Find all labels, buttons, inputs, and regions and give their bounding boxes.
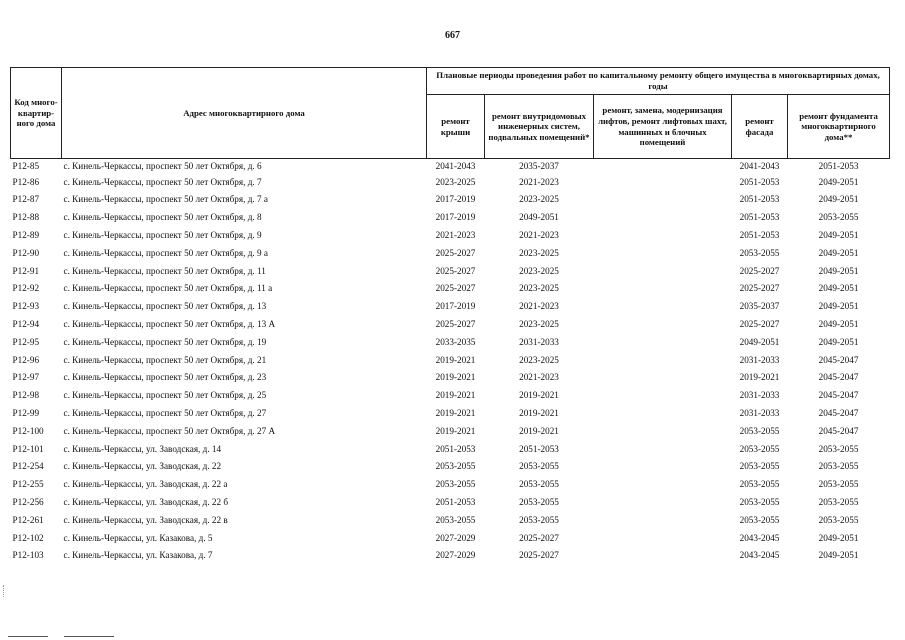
- table-row: [11, 226, 890, 244]
- cell-facade: 2025-2027: [739, 283, 780, 294]
- table-row: [11, 333, 890, 351]
- cell-facade: 2053-2055: [739, 496, 780, 507]
- cell-foundation: 2053-2055: [818, 461, 859, 472]
- capital-repair-table: [10, 67, 890, 565]
- cell-code: Р12-93: [12, 301, 40, 312]
- cell-code: Р12-99: [12, 407, 40, 418]
- cell-elevators: [594, 244, 732, 262]
- cell-engineering: 2019-2021: [519, 425, 559, 436]
- table-header: [11, 68, 890, 159]
- cell-address: с. Кинель-Черкассы, ул. Заводская, д. 14: [63, 443, 222, 454]
- cell-code: Р12-91: [12, 265, 40, 276]
- table-row: [11, 244, 890, 262]
- cell-foundation: 2049-2051: [818, 336, 859, 347]
- cell-elevators: [594, 422, 732, 440]
- cell-code: Р12-98: [12, 390, 40, 401]
- table-row: [11, 262, 890, 280]
- cell-address: с. Кинель-Черкассы, ул. Заводская, д. 22: [63, 461, 222, 472]
- cell-facade: 2031-2033: [739, 390, 780, 401]
- table-row: [11, 387, 890, 405]
- table-row: [11, 173, 890, 191]
- cell-elevators: [594, 476, 732, 494]
- cell-address: с. Кинель-Черкассы, проспект 50 лет Октября, д. 7 а: [63, 194, 268, 205]
- cell-foundation: 2045-2047: [818, 425, 859, 436]
- cell-code: Р12-92: [12, 283, 40, 294]
- cell-engineering: 2021-2023: [519, 230, 559, 240]
- cell-code: Р12-103: [12, 550, 44, 561]
- header-facade: ремонт фасада: [732, 95, 788, 159]
- cell-address: с. Кинель-Черкассы, ул. Заводская, д. 22 а: [63, 479, 228, 490]
- cell-address: с. Кинель-Черкассы, проспект 50 лет Октября, д. 9 а: [63, 247, 268, 258]
- cell-foundation: 2045-2047: [818, 372, 859, 383]
- cell-engineering: 2035-2037: [519, 160, 559, 171]
- cell-foundation: 2049-2051: [818, 532, 859, 543]
- cell-roof: 2053-2055: [435, 514, 476, 525]
- cell-engineering: 2021-2023: [519, 176, 559, 187]
- cell-foundation: 2049-2051: [818, 283, 859, 294]
- cell-facade: 2051-2053: [739, 212, 780, 223]
- cell-code: Р12-88: [12, 212, 40, 223]
- cell-foundation: 2045-2047: [818, 390, 859, 401]
- cell-elevators: [594, 209, 732, 227]
- cell-code: Р12-254: [12, 461, 44, 472]
- cell-roof: 2019-2021: [435, 407, 476, 418]
- cell-facade: 2043-2045: [739, 532, 780, 543]
- cell-roof: 2051-2053: [435, 443, 476, 454]
- table-row: [11, 369, 890, 387]
- cell-foundation: 2053-2055: [818, 496, 859, 507]
- header-periods-group: Плановые периоды проведения работ по капитальному ремонту общего имущества в многоквартирных домах, годы: [427, 68, 890, 95]
- cell-roof: 2025-2027: [435, 283, 476, 294]
- cell-elevators: [594, 159, 732, 174]
- cell-address: с. Кинель-Черкассы, проспект 50 лет Октября, д. 7: [63, 176, 262, 187]
- cell-code: Р12-85: [12, 160, 40, 171]
- bottom-rule: [64, 636, 114, 637]
- cell-roof: 2033-2035: [435, 336, 476, 347]
- cell-engineering: 2053-2055: [519, 461, 559, 472]
- page-number: 667: [445, 30, 460, 41]
- cell-foundation: 2049-2051: [818, 301, 859, 312]
- cell-facade: 2053-2055: [739, 443, 780, 454]
- cell-elevators: [594, 458, 732, 476]
- table-row: [11, 159, 890, 174]
- cell-foundation: 2049-2051: [818, 176, 859, 187]
- cell-foundation: 2053-2055: [818, 479, 859, 490]
- cell-engineering: 2019-2021: [519, 407, 559, 418]
- table-row: [11, 529, 890, 547]
- cell-foundation: 2053-2055: [818, 212, 859, 223]
- header-roof: ремонт крыши: [427, 95, 485, 159]
- table-row: [11, 493, 890, 511]
- cell-code: Р12-100: [12, 425, 44, 436]
- table-body: [11, 159, 890, 565]
- cell-address: с. Кинель-Черкассы, проспект 50 лет Октября, д. 27: [63, 407, 267, 418]
- cell-address: с. Кинель-Черкассы, ул. Казакова, д. 5: [63, 532, 213, 543]
- cell-elevators: [594, 280, 732, 298]
- cell-roof: 2017-2019: [435, 301, 476, 312]
- cell-foundation: 2049-2051: [818, 230, 859, 240]
- cell-engineering: 2025-2027: [519, 550, 559, 561]
- cell-elevators: [594, 351, 732, 369]
- cell-address: с. Кинель-Черкассы, проспект 50 лет Октября, д. 8: [63, 212, 262, 223]
- table-row: [11, 209, 890, 227]
- header-code: Код много-квартир-ного дома: [11, 68, 62, 159]
- cell-code: Р12-97: [12, 372, 40, 383]
- cell-facade: 2049-2051: [739, 336, 780, 347]
- table-row: [11, 298, 890, 316]
- cell-roof: 2021-2023: [435, 230, 476, 240]
- cell-engineering: 2023-2025: [519, 354, 559, 365]
- table-row: [11, 315, 890, 333]
- cell-facade: 2053-2055: [739, 514, 780, 525]
- cell-engineering: 2023-2025: [519, 283, 559, 294]
- cell-code: Р12-94: [12, 318, 40, 329]
- cell-elevators: [594, 315, 732, 333]
- cell-roof: 2027-2029: [435, 532, 476, 543]
- cell-roof: 2053-2055: [435, 461, 476, 472]
- cell-roof: 2019-2021: [435, 372, 476, 383]
- scan-mark: [3, 585, 6, 597]
- cell-facade: 2051-2053: [739, 230, 780, 240]
- cell-address: с. Кинель-Черкассы, проспект 50 лет Октября, д. 23: [63, 372, 267, 383]
- cell-engineering: 2053-2055: [519, 496, 559, 507]
- cell-elevators: [594, 547, 732, 565]
- cell-foundation: 2053-2055: [818, 514, 859, 525]
- cell-facade: 2031-2033: [739, 407, 780, 418]
- cell-foundation: 2049-2051: [818, 265, 859, 276]
- cell-address: с. Кинель-Черкассы, ул. Заводская, д. 22 в: [63, 514, 228, 525]
- cell-roof: 2019-2021: [435, 425, 476, 436]
- cell-roof: 2025-2027: [435, 247, 476, 258]
- header-address: Адрес многоквартирного дома: [62, 68, 427, 159]
- cell-roof: 2017-2019: [435, 212, 476, 223]
- cell-elevators: [594, 387, 732, 405]
- cell-elevators: [594, 440, 732, 458]
- cell-elevators: [594, 529, 732, 547]
- cell-address: с. Кинель-Черкассы, проспект 50 лет Октября, д. 11: [63, 265, 266, 276]
- cell-engineering: 2049-2051: [519, 212, 559, 223]
- cell-code: Р12-101: [12, 443, 44, 454]
- cell-roof: 2019-2021: [435, 354, 476, 365]
- cell-engineering: 2023-2025: [519, 194, 559, 205]
- cell-roof: 2017-2019: [435, 194, 476, 205]
- cell-roof: 2027-2029: [435, 550, 476, 561]
- cell-foundation: 2049-2051: [818, 247, 859, 258]
- cell-engineering: 2031-2033: [519, 336, 559, 347]
- cell-engineering: 2053-2055: [519, 479, 559, 490]
- cell-facade: 2051-2053: [739, 194, 780, 205]
- cell-engineering: 2023-2025: [519, 318, 559, 329]
- cell-elevators: [594, 262, 732, 280]
- cell-code: Р12-89: [12, 230, 40, 240]
- table-row: [11, 458, 890, 476]
- cell-code: Р12-96: [12, 354, 40, 365]
- cell-engineering: 2025-2027: [519, 532, 559, 543]
- cell-elevators: [594, 511, 732, 529]
- cell-elevators: [594, 404, 732, 422]
- cell-engineering: 2021-2023: [519, 372, 559, 383]
- cell-code: Р12-256: [12, 496, 44, 507]
- cell-engineering: 2051-2053: [519, 443, 559, 454]
- cell-foundation: 2045-2047: [818, 354, 859, 365]
- table-row: [11, 280, 890, 298]
- cell-engineering: 2021-2023: [519, 301, 559, 312]
- cell-engineering: 2023-2025: [519, 265, 559, 276]
- cell-elevators: [594, 493, 732, 511]
- cell-facade: 2035-2037: [739, 301, 780, 312]
- table-row: [11, 440, 890, 458]
- cell-roof: 2019-2021: [435, 390, 476, 401]
- cell-elevators: [594, 226, 732, 244]
- cell-elevators: [594, 298, 732, 316]
- cell-facade: 2053-2055: [739, 479, 780, 490]
- cell-roof: 2041-2043: [435, 160, 476, 171]
- cell-code: Р12-255: [12, 479, 44, 490]
- cell-facade: 2031-2033: [739, 354, 780, 365]
- cell-address: с. Кинель-Черкассы, проспект 50 лет Октября, д. 6: [63, 160, 262, 171]
- cell-foundation: 2053-2055: [818, 443, 859, 454]
- header-elevators: ремонт, замена, модернизация лифтов, ремонт лифтовых шахт, машинных и блочных помещений: [594, 95, 732, 159]
- cell-facade: 2053-2055: [739, 425, 780, 436]
- header-engineering: ремонт внутридомовых инженерных систем, подвальных помещений*: [485, 95, 594, 159]
- cell-address: с. Кинель-Черкассы, проспект 50 лет Октября, д. 21: [63, 354, 267, 365]
- cell-address: с. Кинель-Черкассы, проспект 50 лет Октября, д. 11 а: [63, 283, 273, 294]
- cell-code: Р12-95: [12, 336, 40, 347]
- cell-facade: 2019-2021: [739, 372, 780, 383]
- cell-engineering: 2023-2025: [519, 247, 559, 258]
- cell-roof: 2053-2055: [435, 479, 476, 490]
- cell-elevators: [594, 369, 732, 387]
- cell-foundation: 2051-2053: [818, 160, 859, 171]
- cell-address: с. Кинель-Черкассы, проспект 50 лет Октября, д. 19: [63, 336, 267, 347]
- table-row: [11, 511, 890, 529]
- cell-address: с. Кинель-Черкассы, проспект 50 лет Октября, д. 13: [63, 301, 267, 312]
- table-row: [11, 476, 890, 494]
- cell-facade: 2041-2043: [739, 160, 780, 171]
- cell-code: Р12-261: [12, 514, 44, 525]
- table-row: [11, 351, 890, 369]
- cell-roof: 2025-2027: [435, 265, 476, 276]
- cell-engineering: 2019-2021: [519, 390, 559, 401]
- cell-address: с. Кинель-Черкассы, проспект 50 лет Октября, д. 13 А: [63, 318, 276, 329]
- cell-code: Р12-86: [12, 176, 40, 187]
- table-row: [11, 191, 890, 209]
- cell-facade: 2051-2053: [739, 176, 780, 187]
- cell-foundation: 2049-2051: [818, 318, 859, 329]
- cell-engineering: 2053-2055: [519, 514, 559, 525]
- cell-address: с. Кинель-Черкассы, ул. Казакова, д. 7: [63, 550, 213, 561]
- cell-code: Р12-90: [12, 247, 40, 258]
- table-row: [11, 404, 890, 422]
- cell-roof: 2051-2053: [435, 496, 476, 507]
- header-foundation: ремонт фундамента многоквартирного дома**: [788, 95, 890, 159]
- table-row: [11, 422, 890, 440]
- cell-elevators: [594, 333, 732, 351]
- cell-roof: 2025-2027: [435, 318, 476, 329]
- bottom-rule: [8, 636, 48, 637]
- cell-address: с. Кинель-Черкассы, проспект 50 лет Октября, д. 25: [63, 390, 267, 401]
- cell-code: Р12-102: [12, 532, 44, 543]
- cell-code: Р12-87: [12, 194, 40, 205]
- cell-facade: 2043-2045: [739, 550, 780, 561]
- cell-foundation: 2049-2051: [818, 550, 859, 561]
- cell-address: с. Кинель-Черкассы, проспект 50 лет Октября, д. 27 А: [63, 425, 276, 436]
- cell-foundation: 2049-2051: [818, 194, 859, 205]
- cell-facade: 2053-2055: [739, 461, 780, 472]
- table-row: [11, 547, 890, 565]
- cell-roof: 2023-2025: [435, 176, 476, 187]
- cell-address: с. Кинель-Черкассы, проспект 50 лет Октября, д. 9: [63, 230, 262, 240]
- cell-foundation: 2045-2047: [818, 407, 859, 418]
- cell-elevators: [594, 191, 732, 209]
- cell-address: с. Кинель-Черкассы, ул. Заводская, д. 22 б: [63, 496, 229, 507]
- cell-facade: 2025-2027: [739, 318, 780, 329]
- cell-facade: 2053-2055: [739, 247, 780, 258]
- cell-facade: 2025-2027: [739, 265, 780, 276]
- cell-elevators: [594, 173, 732, 191]
